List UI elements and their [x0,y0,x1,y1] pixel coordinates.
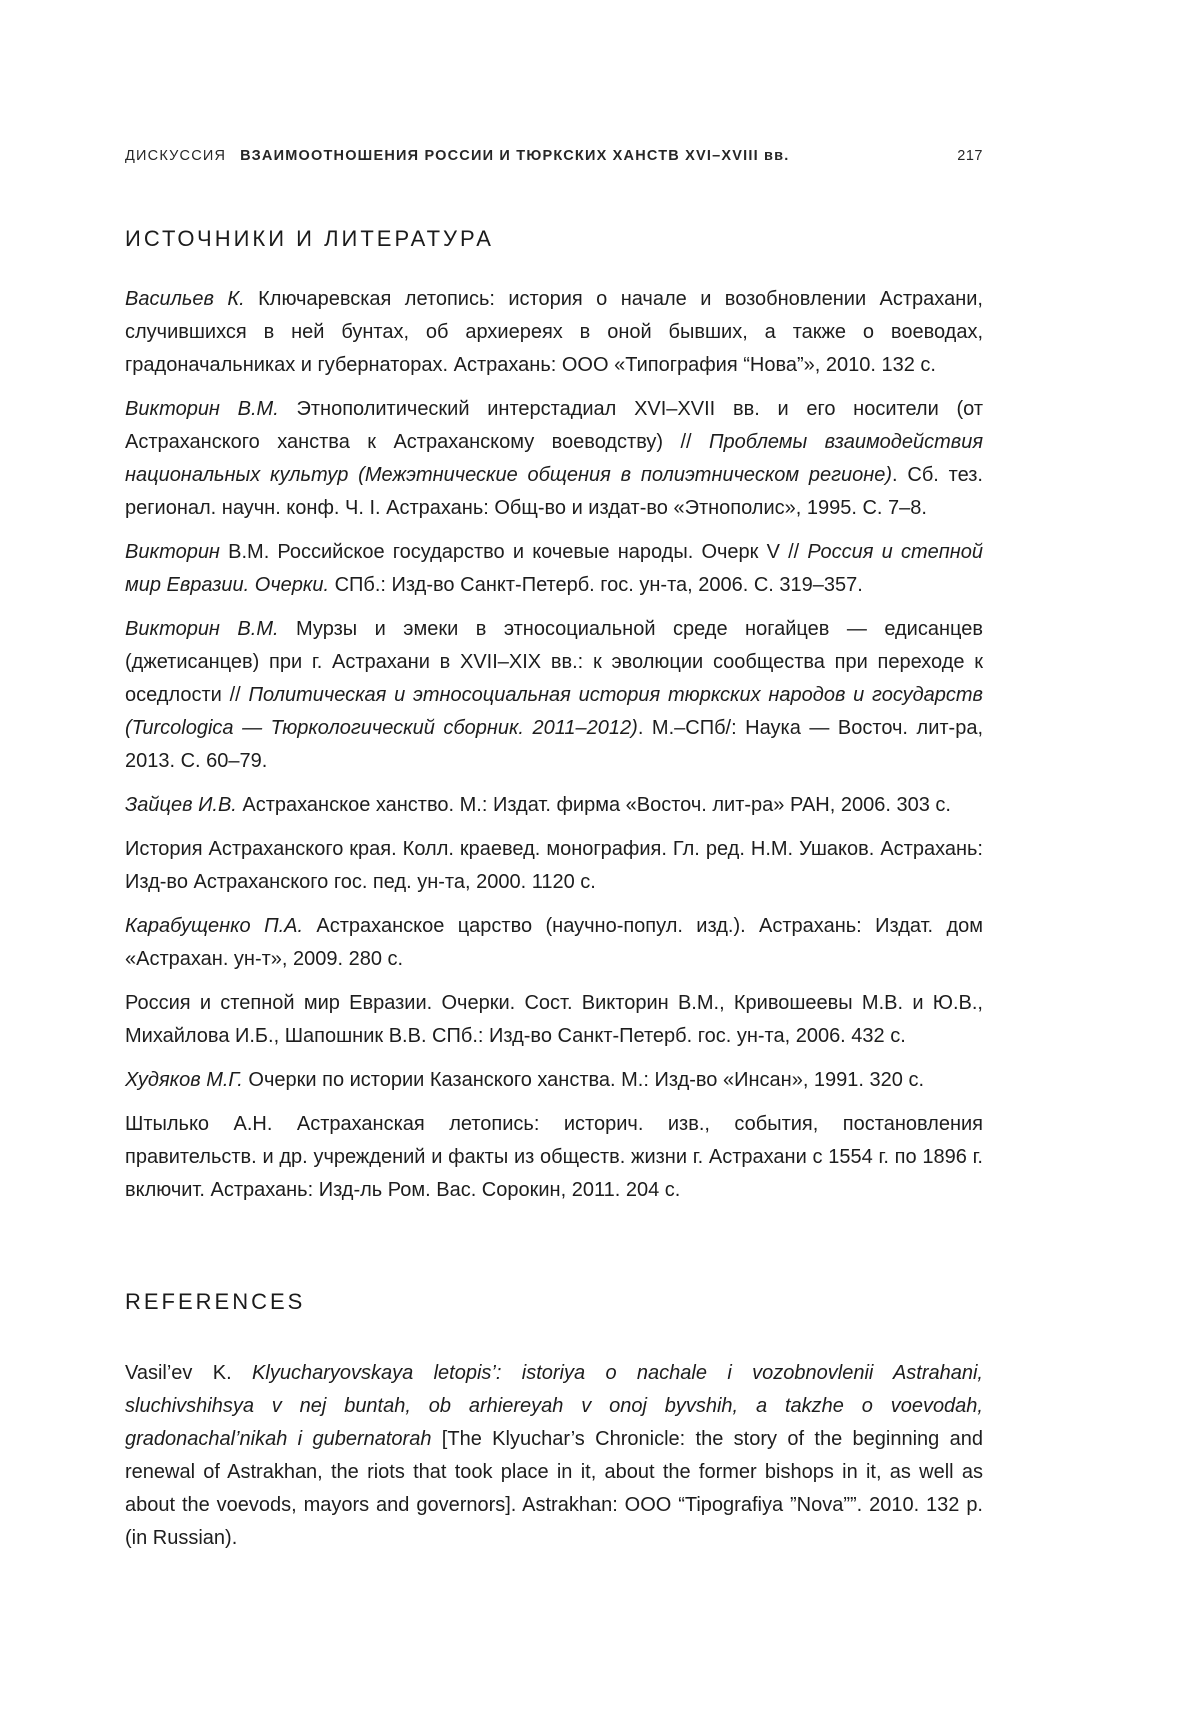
bibliography-entry [125,613,983,778]
bib-entry-text-segment: Россия и степной мир Евразии. Очерки. Сост. Викторин В.М., Кривошеевы М.В. и Ю.В., Михайлова И.Б., Шапошник В.В. СПб.: Изд-во Санкт-Петерб. гос. ун-та, 2006. 432 с. [125,992,983,1047]
bib-entry-text-segment: Vasil’ev K. [125,1362,253,1384]
bib-entry-italic-segment: Викторин В.М. [125,398,279,420]
bibliography-entry [125,1064,983,1097]
running-head-section-label: ДИСКУССИЯ [125,148,227,164]
running-head [125,148,983,164]
bibliography-entry [125,987,983,1053]
running-head-title: ВЗАИМООТНОШЕНИЯ РОССИИ И ТЮРКСКИХ ХАНСТВ XVI–XVIII вв. [240,148,790,164]
bib-entry-italic-segment: Россия и степной мир Евразии. Очерки. [125,541,983,596]
bibliography-entry [125,283,983,382]
bib-entry-italic-segment: Викторин В.М. [125,618,279,640]
bib-entry-text-segment: История Астраханского края. Колл. краевед. монография. Гл. ред. Н.М. Ушаков. Астрахань: Изд-во Астраханского гос. пед. ун-та, 2000. 1120 с. [125,838,983,893]
sources-heading: ИСТОЧНИКИ И ЛИТЕРАТУРА [125,226,494,251]
bib-entry-text-segment: В.М. Российское государство и кочевые народы. Очерк V // [219,541,808,563]
bib-entry-text-segment: . Сб. тез. регионал. научн. конф. Ч. I. Астрахань: Общ-во и издат-во «Этнополис», 1995. С. 7–8. [125,464,983,519]
bib-entry-text-segment: Этнополитический интерстадиал XVI–XVII вв. и его носители (от Астраханского ханства к Астраханскому воеводству) // [125,398,983,453]
bib-entry-text-segment: СПб.: Изд-во Санкт-Петерб. гос. ун-та, 2006. С. 319–357. [329,574,863,596]
bibliography-entry [125,1357,983,1555]
bib-entry-text-segment: Мурзы и эмеки в этносоциальной среде ногайцев — едисанцев (джетисанцев) при г. Астрахани в XVII–XIX вв.: к эволюции сообщества при переходе к оседлости // [125,618,983,706]
bib-entry-text-segment: Ключаревская летопись: история о начале и возобновлении Астрахани, случившихся в ней бунтах, об архиереях в оной бывших, а также о воеводах, градоначальниках и губернаторах. Астрахань: ООО «Типография “Нова”», 2010. 132 с. [125,288,983,376]
bib-entry-text-segment: [The Klyuchar’s Chronicle: the story of the beginning and renewal of Astrakhan, the riots that took place in it, about the former bishops in it, as well as about the voevods, mayors and governors]. Astrakhan: OOO “Tipografiya ”Nova””. 2010. 132 p. (in Russian). [125,1428,983,1549]
bib-entry-italic-segment: Проблемы взаимодействия национальных культур (Межэтнические общения в полиэтническом регионе) [125,431,983,486]
bibliography-entry [125,789,983,822]
bib-entry-text-segment: Астраханское ханство. М.: Издат. фирма «Восточ. лит-ра» РАН, 2006. 303 с. [236,794,951,816]
bib-entry-italic-segment: Зайцев И.В. [125,794,237,816]
running-head-text [125,148,790,164]
bibliography-entry [125,910,983,976]
bibliography-entry [125,833,983,899]
bib-entry-italic-segment: Викторин [125,541,220,563]
bib-entry-text-segment: . М.–СПб/: Наука — Восточ. лит-ра, 2013. С. 60–79. [125,717,983,772]
references-heading: REFERENCES [125,1289,306,1314]
page-number: 217 [957,148,983,164]
bibliography-entry [125,393,983,525]
bib-entry-text-segment: Астраханское царство (научно-попул. изд.). Астрахань: Издат. дом «Астрахан. ун-т», 2009. 280 с. [125,915,983,970]
bibliography-entry [125,1108,983,1207]
sources-bibliography-list [125,283,983,1207]
bib-entry-text-segment: Штылько А.Н. Астраханская летопись: историч. изв., события, постановления правительств. и др. учреждений и факты из обществ. жизни г. Астрахани с 1554 г. по 1896 г. включит. Астрахань: Изд-ль Ром. Вас. Сорокин, 2011. 204 с. [125,1113,983,1201]
bibliography-entry [125,536,983,602]
bib-entry-italic-segment: Карабущенко П.А. [125,915,304,937]
bib-entry-text-segment: Очерки по истории Казанского ханства. М.: Изд-во «Инсан», 1991. 320 с. [242,1069,925,1091]
references-bibliography-list [125,1357,983,1555]
bib-entry-italic-segment: Политическая и этносоциальная история тюркских народов и государств (Turcologica — Тюркологический сборник. 2011–2012) [125,684,983,739]
bib-entry-italic-segment: Klyucharyovskaya letopis’: istoriya o nachale i vozobnovlenii Astrahani, sluchivshihsya v nej buntah, ob arhiereyah v onoj byvshih, a takzhe o voevodah, gradonachal’nikah i gubernatorah [125,1362,983,1450]
bib-entry-italic-segment: Васильев К. [125,288,245,310]
bib-entry-italic-segment: Худяков М.Г. [125,1069,243,1091]
